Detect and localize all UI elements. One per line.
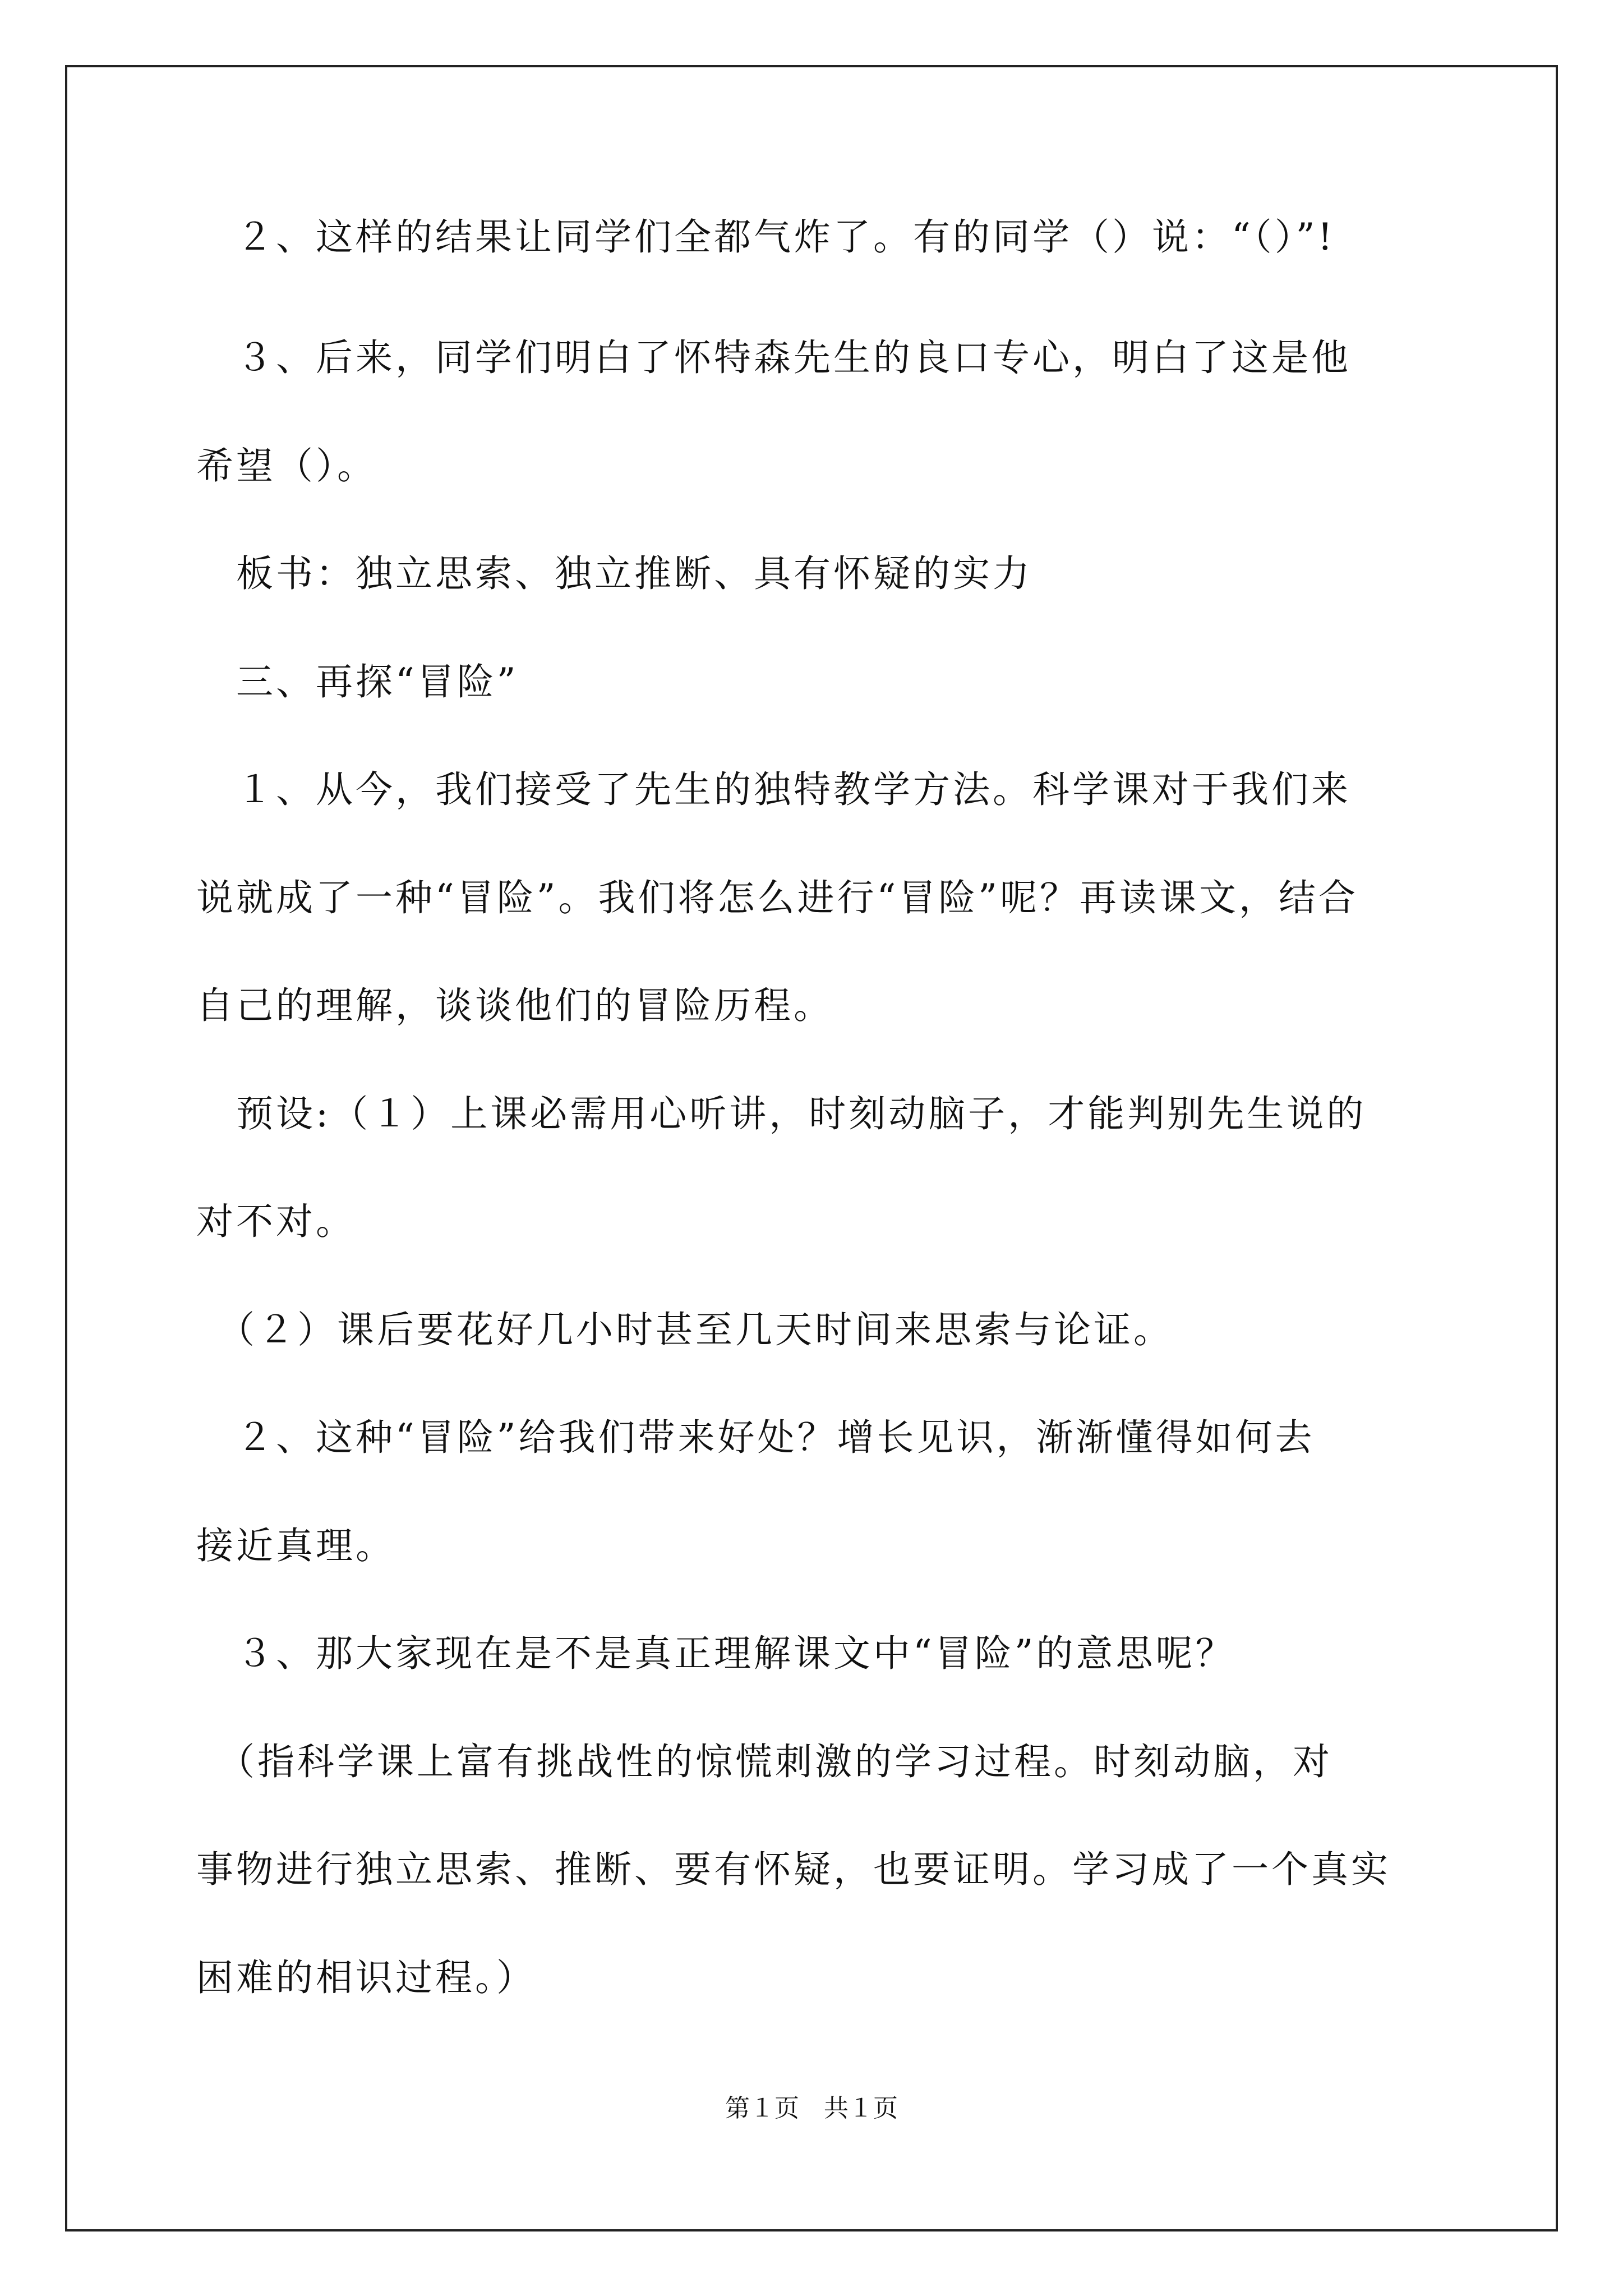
text-line: ２、这种“冒险”给我们带来好处？增长见识，渐渐懂得如何去: [196, 1416, 1315, 1459]
page-border: [65, 65, 1558, 2231]
text-line: ３、那大家现在是不是真正理解课文中“冒险”的意思呢？: [196, 1632, 1235, 1675]
text-line: １、从今，我们接受了先生的独特教学方法。科学课对于我们来: [196, 768, 1351, 811]
text-line: 接近真理。: [196, 1524, 395, 1567]
text-line: （指科学课上富有挑战性的惊慌刺激的学习过程。时刻动脑，对: [196, 1740, 1332, 1783]
text-line: （２）课后要花好几小时甚至几天时间来思索与论证。: [196, 1308, 1173, 1351]
text-line: 困难的相识过程。）: [196, 1956, 536, 1999]
text-line: 说就成了一种“冒险”。我们将怎么进行“冒险”呢？再读课文，结合: [196, 876, 1358, 919]
text-line: 事物进行独立思索、推断、要有怀疑，也要证明。学习成了一个真实: [196, 1848, 1391, 1891]
text-line: 对不对。: [196, 1200, 356, 1243]
text-line: 希望（）。: [196, 444, 377, 487]
text-line: ３、后来，同学们明白了怀特森先生的良口专心，明白了这是他: [196, 336, 1351, 379]
section-heading: 三、再探“冒险”: [196, 660, 519, 703]
text-line: 自己的理解，谈谈他们的冒险历程。: [196, 984, 833, 1027]
text-line: 板书：独立思索、独立推断、具有怀疑的实力: [196, 552, 1032, 595]
text-line: ２、这样的结果让同学们全都气炸了。有的同学（）说：“（）”!: [196, 215, 1336, 259]
page-number-footer: 第１页 共１页: [725, 2094, 898, 2123]
text-line: 预设:（１）上课必需用心听讲，时刻动脑子，才能判别先生说的: [196, 1092, 1367, 1135]
